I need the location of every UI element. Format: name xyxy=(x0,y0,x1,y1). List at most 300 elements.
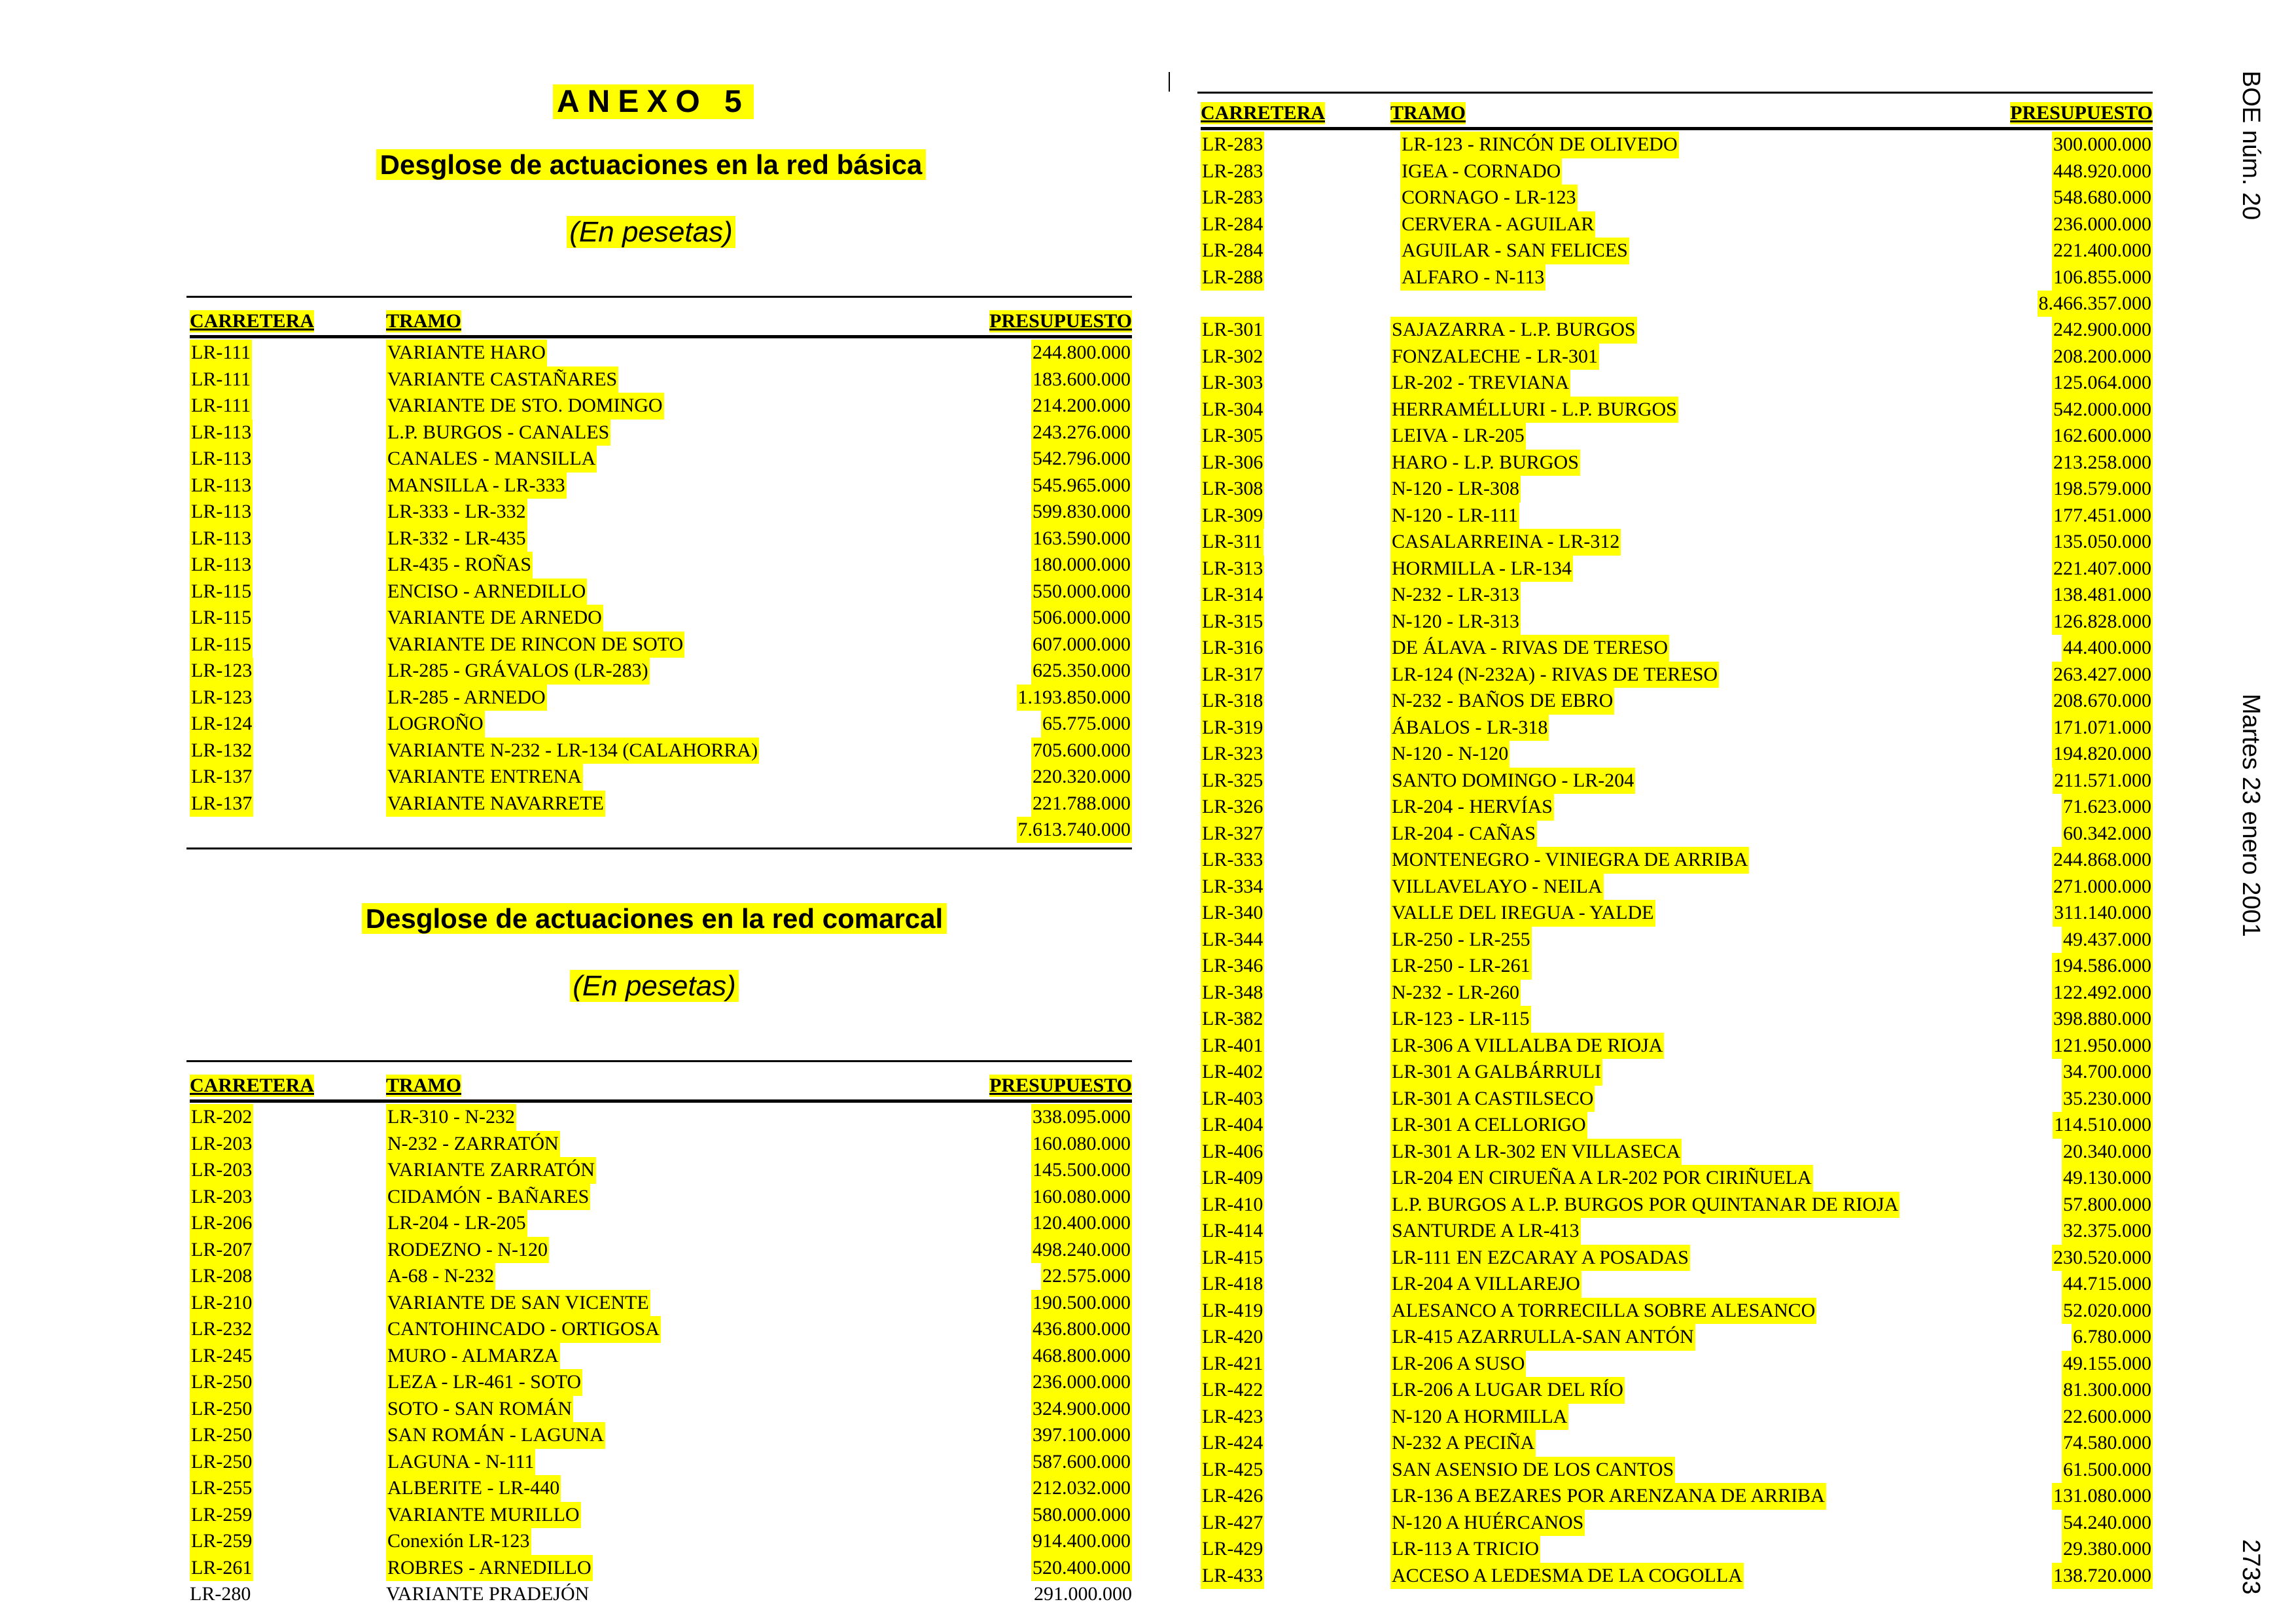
section-name: LR-204 - CAÑAS xyxy=(1390,821,1537,847)
right-top-rule xyxy=(1197,92,2153,94)
header-budget: PRESUPUESTO xyxy=(2010,102,2153,124)
budget-value: 244.868.000 xyxy=(2052,847,2153,874)
table-row xyxy=(1201,264,2153,291)
table-row xyxy=(1201,476,2153,503)
table-row xyxy=(190,1131,1132,1158)
table-row xyxy=(190,1157,1132,1184)
table-row xyxy=(1201,1112,2153,1139)
road-code: LR-111 xyxy=(190,366,252,393)
road-code: LR-426 xyxy=(1201,1483,1264,1510)
section-name: N-120 - LR-111 xyxy=(1390,503,1519,529)
section-name: VARIANTE MURILLO xyxy=(386,1502,581,1529)
budget-value: 177.451.000 xyxy=(2052,503,2153,529)
budget-value: 542.796.000 xyxy=(1031,446,1132,473)
road-code: LR-113 xyxy=(190,473,253,499)
header-budget: PRESUPUESTO xyxy=(989,1075,1132,1096)
table-row xyxy=(190,499,1132,526)
road-code: LR-202 xyxy=(190,1104,253,1131)
budget-value: 599.830.000 xyxy=(1031,499,1132,526)
budget-value: 49.130.000 xyxy=(2062,1165,2153,1192)
budget-value: 106.855.000 xyxy=(2052,264,2153,291)
road-code: LR-420 xyxy=(1201,1324,1264,1351)
road-code: LR-305 xyxy=(1201,423,1264,450)
header-road: CARRETERA xyxy=(1201,102,1326,124)
table-row xyxy=(190,526,1132,552)
table-row xyxy=(190,1502,1132,1529)
budget-value: 212.032.000 xyxy=(1031,1475,1132,1502)
road-code: LR-406 xyxy=(1201,1139,1264,1166)
annex-title: ANEXO 5 xyxy=(553,84,749,120)
section-name: CIDAMÓN - BAÑARES xyxy=(386,1184,590,1211)
road-code: LR-325 xyxy=(1201,768,1264,794)
header-section: TRAMO xyxy=(1390,102,1466,124)
section-name: LR-202 - TREVIANA xyxy=(1390,370,1570,397)
budget-value: 61.500.000 xyxy=(2062,1457,2153,1484)
section-name: VARIANTE DE RINCON DE SOTO xyxy=(386,632,684,658)
road-code: LR-303 xyxy=(1201,370,1264,397)
publication-label: BOE núm. 20 xyxy=(2237,71,2265,221)
section-name: IGEA - CORNADO xyxy=(1400,158,1562,185)
table-row xyxy=(1201,1218,2153,1245)
road-code: LR-208 xyxy=(190,1263,253,1290)
budget-value: 221.407.000 xyxy=(2052,556,2153,582)
budget-value: 32.375.000 xyxy=(2062,1218,2153,1245)
budget-value: 506.000.000 xyxy=(1031,605,1132,632)
table-row xyxy=(1201,1139,2153,1166)
section-name: VARIANTE DE ARNEDO xyxy=(386,605,603,632)
budget-value: 44.715.000 xyxy=(2062,1271,2153,1298)
road-code: LR-259 xyxy=(190,1528,253,1555)
budget-value: 44.400.000 xyxy=(2062,635,2153,662)
header-section: TRAMO xyxy=(386,310,461,332)
budget-value: 236.000.000 xyxy=(2052,211,2153,238)
section-name: ACCESO A LEDESMA DE LA COGOLLA xyxy=(1390,1563,1744,1590)
road-code: LR-316 xyxy=(1201,635,1264,662)
budget-value: 52.020.000 xyxy=(2062,1298,2153,1325)
table-row xyxy=(190,419,1132,446)
road-code: LR-113 xyxy=(190,552,253,579)
road-code: LR-327 xyxy=(1201,821,1264,847)
table-row xyxy=(1201,1510,2153,1537)
section-name: LR-123 - RINCÓN DE OLIVEDO xyxy=(1400,132,1679,158)
basic-network-title: Desglose de actuaciones en la red básica xyxy=(340,149,962,181)
header-rule xyxy=(190,335,1132,338)
header-rule xyxy=(1201,127,2153,130)
budget-value: 57.800.000 xyxy=(2062,1192,2153,1219)
table-row xyxy=(1201,635,2153,662)
budget-value: 49.155.000 xyxy=(2062,1351,2153,1378)
table-row xyxy=(190,1422,1132,1449)
table-row xyxy=(1201,662,2153,688)
road-code: LR-317 xyxy=(1201,662,1264,688)
section-name: ALFARO - N-113 xyxy=(1400,264,1545,291)
road-code: LR-306 xyxy=(1201,450,1264,476)
table-row xyxy=(190,446,1132,473)
budget-value: 468.800.000 xyxy=(1031,1343,1132,1370)
budget-value: 498.240.000 xyxy=(1031,1237,1132,1264)
section-name: CERVERA - AGUILAR xyxy=(1400,211,1595,238)
budget-value: 607.000.000 xyxy=(1031,632,1132,658)
table-row xyxy=(1201,132,2153,158)
section-name: LR-333 - LR-332 xyxy=(386,499,527,526)
budget-value: 211.571.000 xyxy=(2053,768,2153,794)
road-code: LR-283 xyxy=(1201,185,1264,211)
table-row xyxy=(190,1343,1132,1370)
table-row xyxy=(190,340,1132,366)
table-row xyxy=(1201,1324,2153,1351)
section-name: N-120 - LR-313 xyxy=(1390,609,1521,635)
road-code: LR-415 xyxy=(1201,1245,1264,1272)
table-row xyxy=(190,552,1132,579)
table-row xyxy=(190,738,1132,764)
road-code: LR-424 xyxy=(1201,1430,1264,1457)
table-row xyxy=(1201,1059,2153,1086)
budget-value: 243.276.000 xyxy=(1031,419,1132,446)
table-row xyxy=(190,393,1132,419)
table-row xyxy=(190,1396,1132,1423)
section-name: LR-113 A TRICIO xyxy=(1390,1536,1540,1563)
table-row xyxy=(1201,1245,2153,1272)
section-name: LR-250 - LR-255 xyxy=(1390,927,1532,954)
road-code: LR-123 xyxy=(190,685,253,711)
section-name: LR-301 A CELLORIGO xyxy=(1390,1112,1587,1139)
section-name: LR-435 - ROÑAS xyxy=(386,552,533,579)
road-code: LR-283 xyxy=(1201,132,1264,158)
section-name: N-232 A PECIÑA xyxy=(1390,1430,1536,1457)
regional-network-table xyxy=(190,1072,1132,1608)
budget-value: 398.880.000 xyxy=(2052,1006,2153,1033)
budget-value: 625.350.000 xyxy=(1031,658,1132,685)
regional-top-rule xyxy=(186,1060,1132,1062)
budget-value: 65.775.000 xyxy=(1041,711,1132,738)
road-code: LR-311 xyxy=(1201,529,1263,556)
table-row xyxy=(1201,927,2153,954)
budget-value: 160.080.000 xyxy=(1031,1131,1132,1158)
road-code: LR-113 xyxy=(190,446,253,473)
budget-value: 162.600.000 xyxy=(2052,423,2153,450)
section-name: FONZALECHE - LR-301 xyxy=(1390,344,1599,370)
section-name: LR-250 - LR-261 xyxy=(1390,953,1532,980)
section-name: N-232 - BAÑOS DE EBRO xyxy=(1390,688,1614,715)
budget-value: 448.920.000 xyxy=(2052,158,2153,185)
basic-top-rule xyxy=(186,296,1132,298)
table-row xyxy=(1201,847,2153,874)
road-code: LR-402 xyxy=(1201,1059,1264,1086)
table-row xyxy=(1201,1165,2153,1192)
table-body xyxy=(1201,132,2153,291)
road-code: LR-414 xyxy=(1201,1218,1264,1245)
table-row xyxy=(190,1449,1132,1476)
section-name: DE ÁLAVA - RIVAS DE TERESO xyxy=(1390,635,1669,662)
road-code: LR-284 xyxy=(1201,211,1264,238)
section-name: LR-301 A GALBÁRRULI xyxy=(1390,1059,1602,1086)
section-name: CANTOHINCADO - ORTIGOSA xyxy=(386,1316,661,1343)
section-name: LOGROÑO xyxy=(386,711,485,738)
budget-value: 138.720.000 xyxy=(2052,1563,2153,1590)
road-code: LR-137 xyxy=(190,791,253,817)
budget-value: 242.900.000 xyxy=(2052,317,2153,344)
budget-value: 138.481.000 xyxy=(2052,582,2153,609)
budget-value: 22.575.000 xyxy=(1041,1263,1132,1290)
budget-value: 436.800.000 xyxy=(1031,1316,1132,1343)
budget-value: 34.700.000 xyxy=(2062,1059,2153,1086)
road-code: LR-207 xyxy=(190,1237,253,1264)
budget-value: 338.095.000 xyxy=(1031,1104,1132,1131)
road-code: LR-323 xyxy=(1201,741,1264,768)
section-name: VARIANTE CASTAÑARES xyxy=(386,366,618,393)
budget-value: 542.000.000 xyxy=(2052,397,2153,423)
road-code: LR-250 xyxy=(190,1449,253,1476)
section-name: N-232 - LR-260 xyxy=(1390,980,1521,1007)
table-row xyxy=(1201,582,2153,609)
table-row xyxy=(190,579,1132,605)
road-code: LR-419 xyxy=(1201,1298,1264,1325)
table-row xyxy=(190,1237,1132,1264)
budget-value: 198.579.000 xyxy=(2052,476,2153,503)
table-row xyxy=(1201,1563,2153,1590)
section-name: CORNAGO - LR-123 xyxy=(1400,185,1578,211)
budget-value: 145.500.000 xyxy=(1031,1157,1132,1184)
section-name: LR-123 - LR-115 xyxy=(1390,1006,1531,1033)
table-row xyxy=(1201,953,2153,980)
road-code: LR-423 xyxy=(1201,1404,1264,1431)
table-row xyxy=(190,658,1132,685)
table-row xyxy=(1201,317,2153,344)
road-code: LR-333 xyxy=(1201,847,1264,874)
basic-network-table xyxy=(190,308,1132,843)
section-name: LR-111 EN EZCARAY A POSADAS xyxy=(1390,1245,1690,1272)
budget-value: 550.000.000 xyxy=(1031,579,1132,605)
table-row xyxy=(190,1528,1132,1555)
budget-value: 236.000.000 xyxy=(1031,1369,1132,1396)
table-row xyxy=(190,1316,1132,1343)
table-row xyxy=(190,1555,1132,1582)
budget-value: 580.000.000 xyxy=(1031,1502,1132,1529)
table-row xyxy=(1201,158,2153,185)
road-code: LR-344 xyxy=(1201,927,1264,954)
table-header xyxy=(190,1072,1132,1099)
road-code: LR-123 xyxy=(190,658,253,685)
section-name: MONTENEGRO - VINIEGRA DE ARRIBA xyxy=(1390,847,1749,874)
page-number: 2733 xyxy=(2237,1539,2265,1595)
budget-value: 397.100.000 xyxy=(1031,1422,1132,1449)
table-row xyxy=(190,764,1132,791)
budget-value: 548.680.000 xyxy=(2052,185,2153,211)
budget-value: 121.950.000 xyxy=(2052,1033,2153,1060)
section-name: N-120 - N-120 xyxy=(1390,741,1510,768)
section-name: LR-136 A BEZARES POR ARENZANA DE ARRIBA xyxy=(1390,1483,1826,1510)
table-row xyxy=(1201,609,2153,635)
budget-value: 221.400.000 xyxy=(2052,238,2153,264)
table-row xyxy=(1201,211,2153,238)
budget-value: 60.342.000 xyxy=(2062,821,2153,847)
budget-value: 6.780.000 xyxy=(2072,1324,2153,1351)
road-code: LR-401 xyxy=(1201,1033,1264,1060)
section-name: ÁBALOS - LR-318 xyxy=(1390,715,1549,741)
budget-value: 194.820.000 xyxy=(2052,741,2153,768)
section-name: N-120 A HORMILLA xyxy=(1390,1404,1568,1431)
road-code: LR-404 xyxy=(1201,1112,1264,1139)
table-row xyxy=(1201,1006,2153,1033)
section-name: SOTO - SAN ROMÁN xyxy=(386,1396,573,1423)
table-row xyxy=(190,473,1132,499)
table-row xyxy=(1201,1483,2153,1510)
road-code: LR-382 xyxy=(1201,1006,1264,1033)
road-code: LR-288 xyxy=(1201,264,1264,291)
table-row xyxy=(190,1475,1132,1502)
section-name: LR-310 - N-232 xyxy=(386,1104,516,1131)
section-name: ROBRES - ARNEDILLO xyxy=(386,1555,593,1582)
table-row xyxy=(190,1184,1132,1211)
section-name: LR-204 A VILLAREJO xyxy=(1390,1271,1581,1298)
basic-network-subtitle: (En pesetas) xyxy=(340,216,962,249)
road-code: LR-319 xyxy=(1201,715,1264,741)
table-row xyxy=(190,791,1132,817)
section-name: HARO - L.P. BURGOS xyxy=(1390,450,1580,476)
budget-value: 208.670.000 xyxy=(2052,688,2153,715)
total-value: 7.613.740.000 xyxy=(1017,817,1133,843)
table-row xyxy=(1201,556,2153,582)
budget-value: 324.900.000 xyxy=(1031,1396,1132,1423)
table-body xyxy=(190,1104,1132,1608)
section-name: SAN ASENSIO DE LOS CANTOS xyxy=(1390,1457,1675,1484)
table-row xyxy=(1201,1536,2153,1563)
road-code: LR-313 xyxy=(1201,556,1264,582)
section-name: LR-204 - LR-205 xyxy=(386,1210,527,1237)
table-row xyxy=(1201,1086,2153,1113)
header-rule xyxy=(190,1099,1132,1103)
road-code: LR-425 xyxy=(1201,1457,1264,1484)
section-name: LR-301 A LR-302 EN VILLASECA xyxy=(1390,1139,1682,1166)
section-name: ENCISO - ARNEDILLO xyxy=(386,579,587,605)
road-code: LR-403 xyxy=(1201,1086,1264,1113)
section-name: LR-206 A SUSO xyxy=(1390,1351,1526,1378)
basic-bottom-rule xyxy=(186,847,1132,849)
road-code: LR-250 xyxy=(190,1369,253,1396)
column-separator xyxy=(1169,72,1170,92)
road-code: LR-115 xyxy=(190,579,253,605)
budget-value: 213.258.000 xyxy=(2052,450,2153,476)
budget-value: 291.000.000 xyxy=(1034,1583,1132,1605)
section-name: CANALES - MANSILLA xyxy=(386,446,597,473)
budget-value: 300.000.000 xyxy=(2052,132,2153,158)
table-row xyxy=(190,1210,1132,1237)
table-body xyxy=(1201,317,2153,1589)
table-row xyxy=(190,605,1132,632)
regional-network-table-continued xyxy=(1201,99,2153,1589)
road-code: LR-429 xyxy=(1201,1536,1264,1563)
budget-value: 171.071.000 xyxy=(2052,715,2153,741)
table-row xyxy=(1201,1033,2153,1060)
section-name: LAGUNA - N-111 xyxy=(386,1449,535,1476)
section-name: N-120 - LR-308 xyxy=(1390,476,1521,503)
budget-value: 271.000.000 xyxy=(2052,874,2153,901)
section-name: L.P. BURGOS - CANALES xyxy=(386,419,610,446)
section-name: AGUILAR - SAN FELICES xyxy=(1400,238,1629,264)
table-row xyxy=(190,1290,1132,1317)
section-name: LR-415 AZARRULLA-SAN ANTÓN xyxy=(1390,1324,1695,1351)
budget-value: 244.800.000 xyxy=(1031,340,1132,366)
table-row xyxy=(1201,185,2153,211)
header-section: TRAMO xyxy=(386,1075,461,1096)
budget-value: 131.080.000 xyxy=(2052,1483,2153,1510)
budget-value: 220.320.000 xyxy=(1031,764,1132,791)
road-code: LR-113 xyxy=(190,499,253,526)
road-code: LR-334 xyxy=(1201,874,1264,901)
section-name: ALBERITE - LR-440 xyxy=(386,1475,561,1502)
road-code: LR-261 xyxy=(190,1555,253,1582)
road-code: LR-203 xyxy=(190,1157,253,1184)
budget-value: 263.427.000 xyxy=(2052,662,2153,688)
road-code: LR-409 xyxy=(1201,1165,1264,1192)
road-code: LR-206 xyxy=(190,1210,253,1237)
section-name: N-232 - ZARRATÓN xyxy=(386,1131,560,1158)
subtotal-value: 8.466.357.000 xyxy=(2038,291,2153,317)
table-row xyxy=(1201,238,2153,264)
section-name: LR-285 - ARNEDO xyxy=(386,685,547,711)
table-total xyxy=(190,817,1132,843)
road-code: LR-304 xyxy=(1201,397,1264,423)
table-row xyxy=(190,685,1132,711)
budget-value: 545.965.000 xyxy=(1031,473,1132,499)
budget-value: 114.510.000 xyxy=(2053,1112,2153,1139)
table-row xyxy=(1201,344,2153,370)
table-row xyxy=(1201,529,2153,556)
road-code: LR-433 xyxy=(1201,1563,1264,1590)
road-code: LR-111 xyxy=(190,393,252,419)
section-name: SAJAZARRA - L.P. BURGOS xyxy=(1390,317,1637,344)
section-name: LR-124 (N-232A) - RIVAS DE TERESO xyxy=(1390,662,1719,688)
road-code: LR-245 xyxy=(190,1343,253,1370)
road-code: LR-259 xyxy=(190,1502,253,1529)
budget-value: 35.230.000 xyxy=(2062,1086,2153,1113)
budget-value: 230.520.000 xyxy=(2052,1245,2153,1272)
road-code: LR-111 xyxy=(190,340,252,366)
section-name: VARIANTE PRADEJÓN xyxy=(386,1583,590,1605)
budget-value: 49.437.000 xyxy=(2062,927,2153,954)
budget-value: 122.492.000 xyxy=(2052,980,2153,1007)
road-code: LR-308 xyxy=(1201,476,1264,503)
table-row xyxy=(1201,1377,2153,1404)
road-code: LR-346 xyxy=(1201,953,1264,980)
section-name: VALLE DEL IREGUA - YALDE xyxy=(1390,900,1655,927)
road-code: LR-250 xyxy=(190,1422,253,1449)
budget-value: 1.193.850.000 xyxy=(1017,685,1133,711)
section-name: VARIANTE ZARRATÓN xyxy=(386,1157,596,1184)
road-code: LR-315 xyxy=(1201,609,1264,635)
table-subtotal xyxy=(1201,291,2153,317)
table-row xyxy=(1201,900,2153,927)
budget-value: 190.500.000 xyxy=(1031,1290,1132,1317)
budget-value: 221.788.000 xyxy=(1031,791,1132,817)
road-code: LR-284 xyxy=(1201,238,1264,264)
road-code: LR-309 xyxy=(1201,503,1264,529)
table-row xyxy=(190,1369,1132,1396)
road-code: LR-255 xyxy=(190,1475,253,1502)
section-name: SANTURDE A LR-413 xyxy=(1390,1218,1581,1245)
budget-value: 54.240.000 xyxy=(2062,1510,2153,1537)
road-code: LR-113 xyxy=(190,419,253,446)
table-row xyxy=(1201,821,2153,847)
section-name: VILLAVELAYO - NEILA xyxy=(1390,874,1604,901)
road-code: LR-427 xyxy=(1201,1510,1264,1537)
table-row xyxy=(190,1104,1132,1131)
table-row xyxy=(190,711,1132,738)
section-name: LR-204 EN CIRUEÑA A LR-202 POR CIRIÑUELA xyxy=(1390,1165,1813,1192)
table-row xyxy=(1201,503,2153,529)
table-row xyxy=(1201,980,2153,1007)
section-name: ALESANCO A TORRECILLA SOBRE ALESANCO xyxy=(1390,1298,1816,1325)
